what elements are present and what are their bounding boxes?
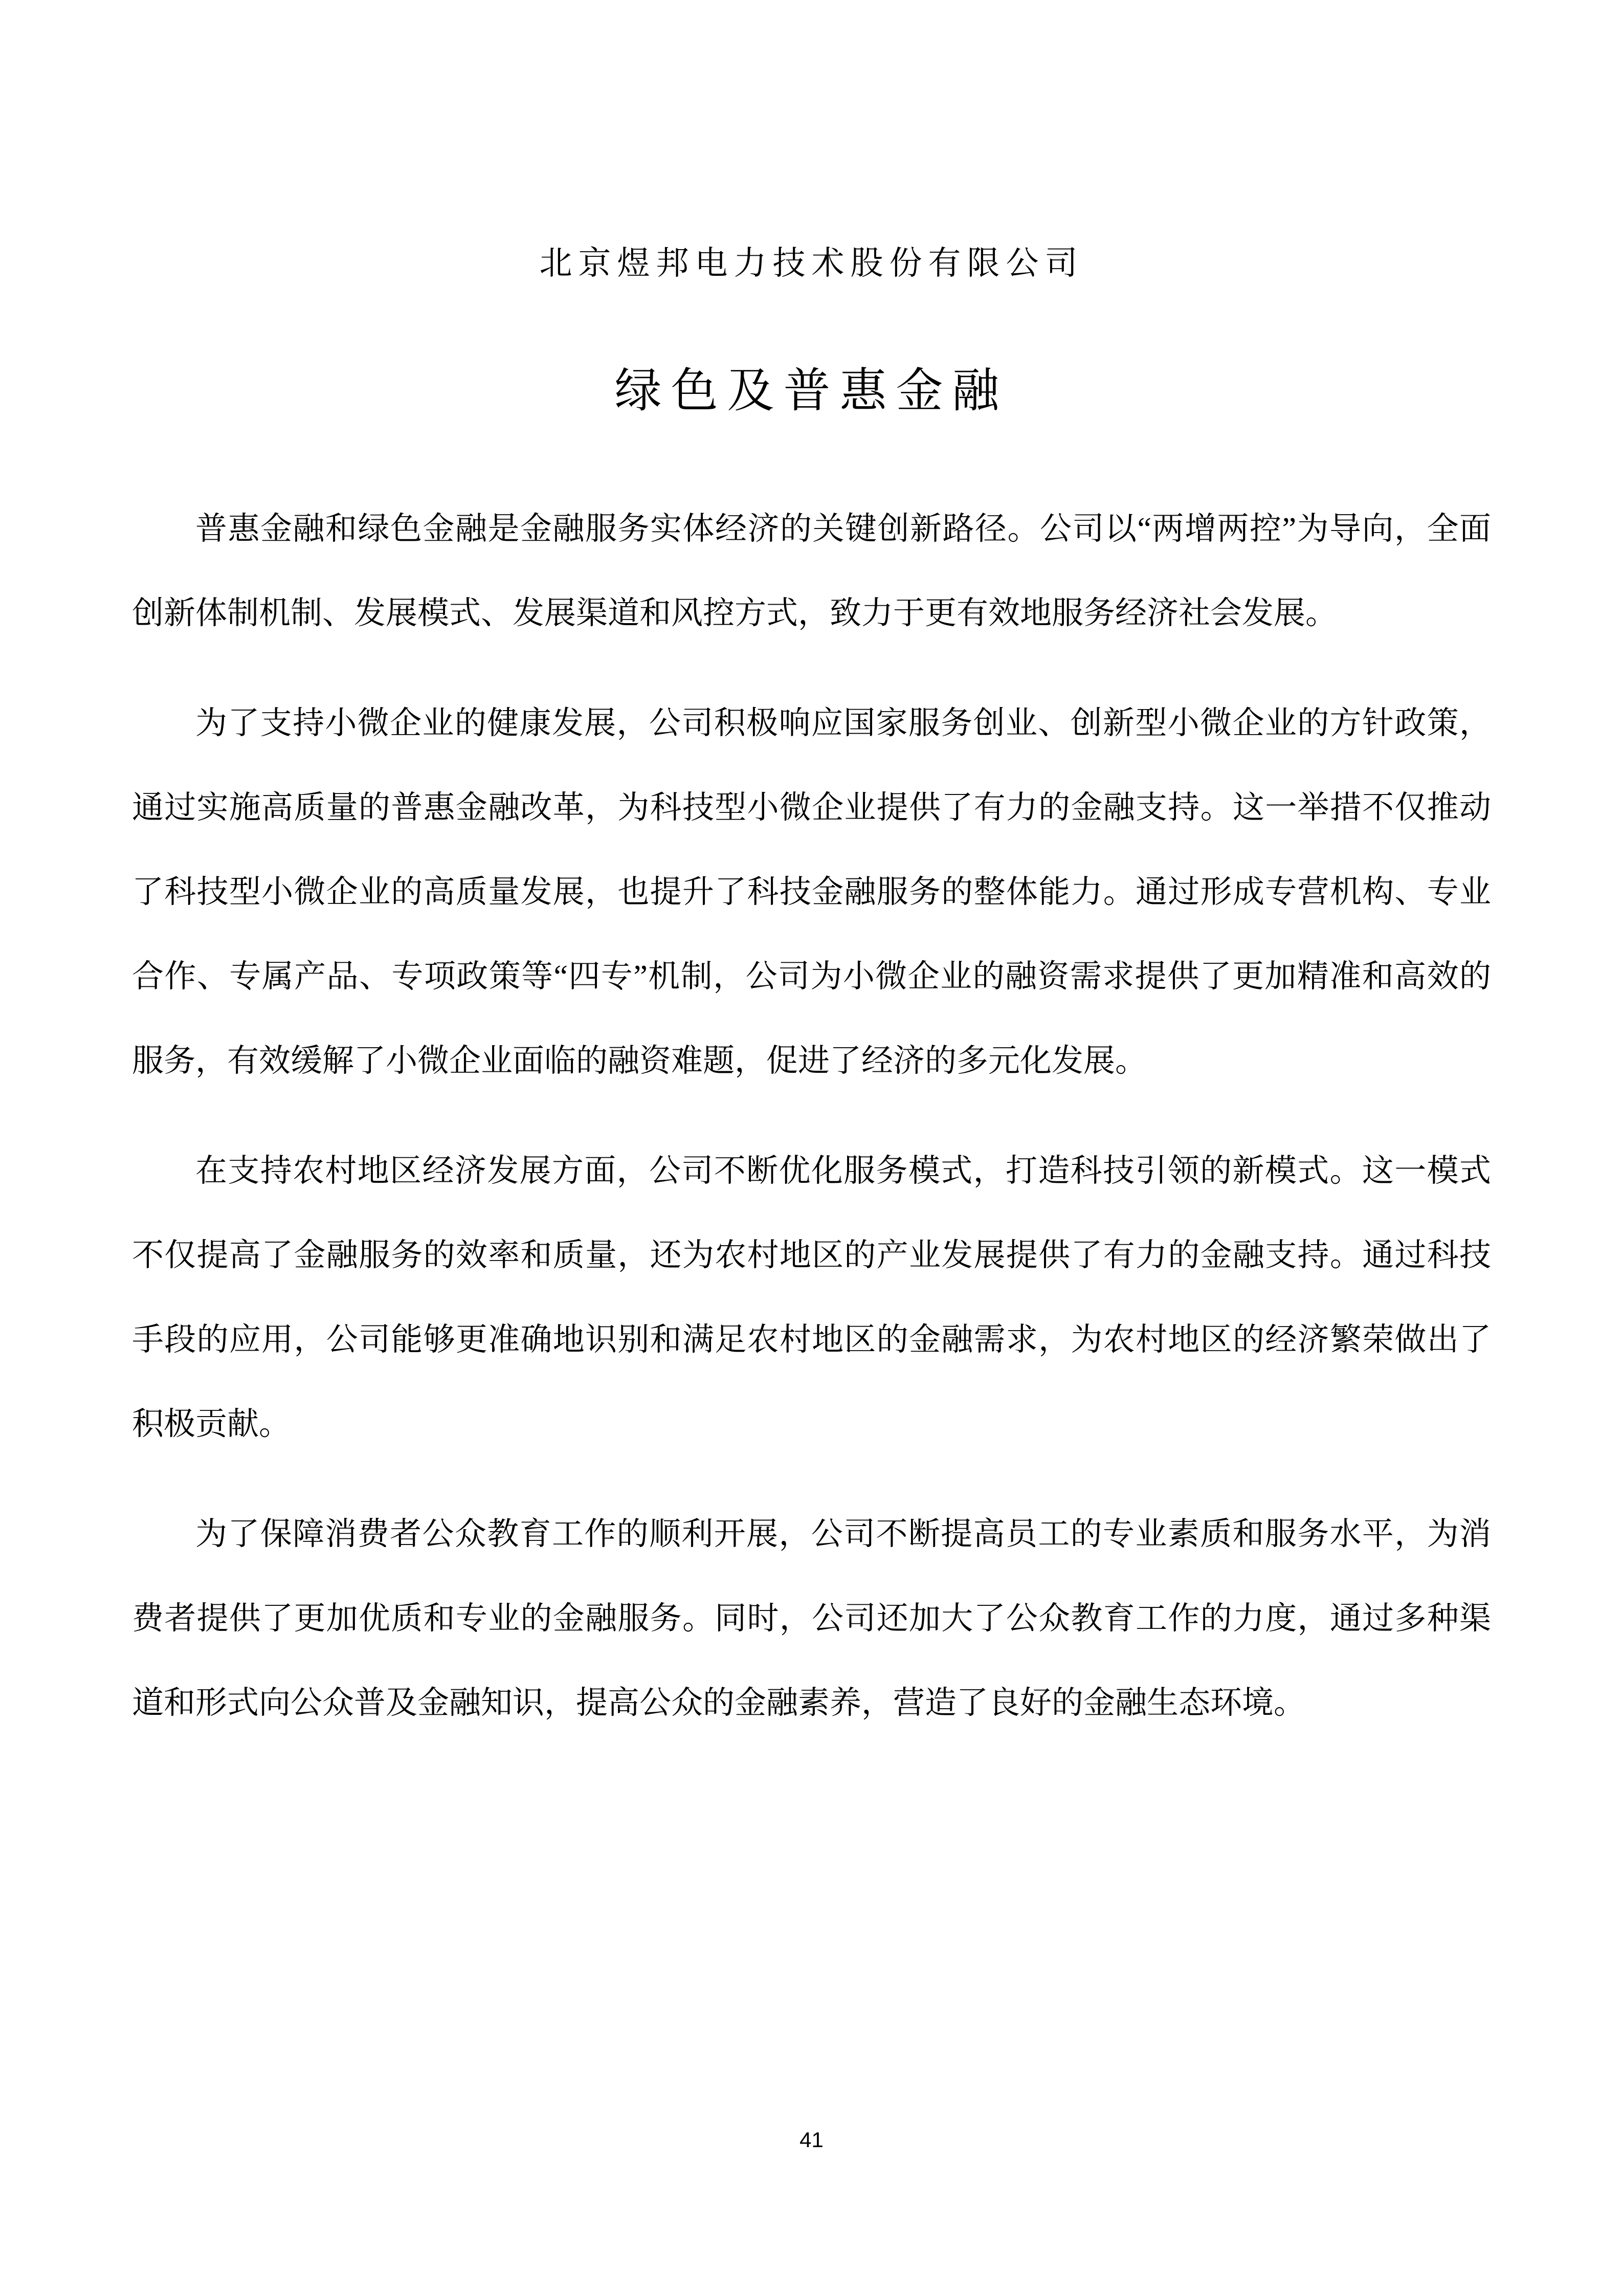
paragraph: 为了保障消费者公众教育工作的顺利开展，公司不断提高员工的专业素质和服务水平，为消费者提供了更加优质和专业的金融服务。同时，公司还加大了公众教育工作的力度，通过多种渠道和形式向公众普及金融知识，提高公众的金融素养，营造了良好的金融生态环境。 [132,1517,1491,1720]
page-number: 41 [799,2128,824,2152]
paragraph: 在支持农村地区经济发展方面，公司不断优化服务模式，打造科技引领的新模式。这一模式不仅提高了金融服务的效率和质量，还为农村地区的产业发展提供了有力的金融支持。通过科技手段的应用，公司能够更准确地识别和满足农村地区的金融需求，为农村地区的经济繁荣做出了积极贡献。 [132,1154,1491,1442]
company-name: 北京煜邦电力技术股份有限公司 [539,245,1084,281]
document-body [132,487,1491,1746]
paragraph: 为了支持小微企业的健康发展，公司积极响应国家服务创业、创新型小微企业的方针政策，通过实施高质量的普惠金融改革，为科技型小微企业提供了有力的金融支持。这一举措不仅推动了科技型小微企业的高质量发展，也提升了科技金融服务的整体能力。通过形成专营机构、专业合作、专属产品、专项政策等“四专”机制，公司为小微企业的融资需求提供了更加精准和高效的服务，有效缓解了小微企业面临的融资难题，促进了经济的多元化发展。 [132,706,1491,1078]
paragraph: 普惠金融和绿色金融是金融服务实体经济的关键创新路径。公司以“两增两控”为导向，全面创新体制机制、发展模式、发展渠道和风控方式，致力于更有效地服务经济社会发展。 [132,512,1491,631]
document-title: 绿色及普惠金融 [614,365,1009,417]
